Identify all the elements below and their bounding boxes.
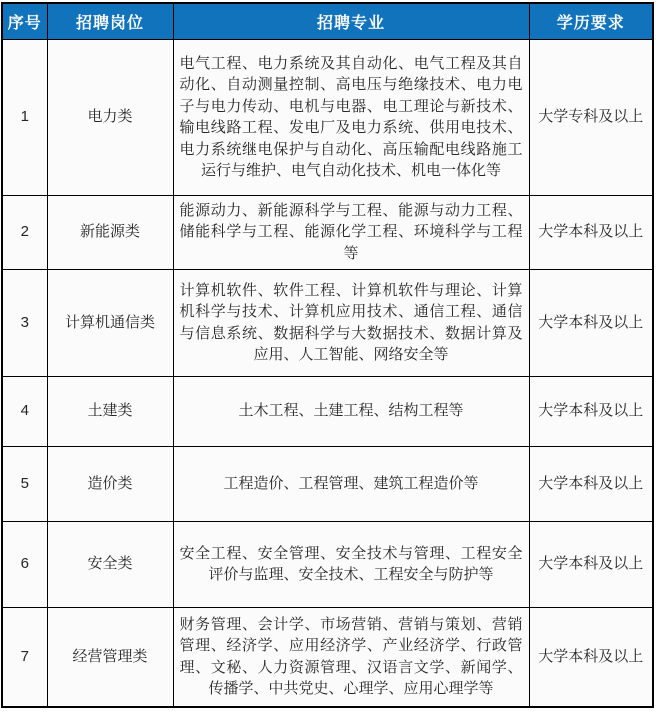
majors-cell: 土木工程、土建工程、结构工程等 xyxy=(173,376,529,446)
position-cell: 土建类 xyxy=(47,376,173,446)
column-header-majors: 招聘专业 xyxy=(173,3,529,39)
row-number: 5 xyxy=(2,446,47,521)
position-cell: 计算机通信类 xyxy=(47,269,173,376)
row-number: 2 xyxy=(2,195,47,269)
education-cell: 大学本科及以上 xyxy=(529,607,653,707)
row-number: 1 xyxy=(2,39,47,195)
education-cell: 大学本科及以上 xyxy=(529,521,653,607)
column-header-number: 序号 xyxy=(2,3,47,39)
position-cell: 安全类 xyxy=(47,521,173,607)
education-cell: 大学本科及以上 xyxy=(529,269,653,376)
majors-cell: 计算机软件、软件工程、计算机软件与理论、计算机科学与技术、计算机应用技术、通信工程、通信与信息系统、数据科学与大数据技术、数据计算及应用、人工智能、网络安全等 xyxy=(173,269,529,376)
position-cell: 造价类 xyxy=(47,446,173,521)
majors-cell: 能源动力、新能源科学与工程、能源与动力工程、储能科学与工程、能源化学工程、环境科学与工程等 xyxy=(173,195,529,269)
majors-cell: 工程造价、工程管理、建筑工程造价等 xyxy=(173,446,529,521)
table-row xyxy=(2,376,653,446)
row-number: 4 xyxy=(2,376,47,446)
position-cell: 电力类 xyxy=(47,39,173,195)
table-row xyxy=(2,607,653,707)
table-row xyxy=(2,521,653,607)
header-row xyxy=(2,3,653,39)
row-number: 3 xyxy=(2,269,47,376)
column-header-education: 学历要求 xyxy=(529,3,653,39)
position-cell: 新能源类 xyxy=(47,195,173,269)
table-row xyxy=(2,446,653,521)
table-row xyxy=(2,269,653,376)
majors-cell: 电气工程、电力系统及其自动化、电气工程及其自动化、自动测量控制、高电压与绝缘技术、电力电子与电力传动、电机与电器、电工理论与新技术、输电线路工程、发电厂及电力系统、供用电技术、电力系统继电保护与自动化、高压输配电线路施工运行与维护、电气自动化技术、机电一体化等 xyxy=(173,39,529,195)
column-header-position: 招聘岗位 xyxy=(47,3,173,39)
recruitment-table xyxy=(1,2,654,708)
row-number: 6 xyxy=(2,521,47,607)
row-number: 7 xyxy=(2,607,47,707)
position-cell: 经营管理类 xyxy=(47,607,173,707)
table-row xyxy=(2,195,653,269)
majors-cell: 财务管理、会计学、市场营销、营销与策划、营销管理、经济学、应用经济学、产业经济学、行政管理、文秘、人力资源管理、汉语言文学、新闻学、传播学、中共党史、心理学、应用心理学等 xyxy=(173,607,529,707)
education-cell: 大学本科及以上 xyxy=(529,446,653,521)
education-cell: 大学专科及以上 xyxy=(529,39,653,195)
education-cell: 大学本科及以上 xyxy=(529,195,653,269)
majors-cell: 安全工程、安全管理、安全技术与管理、工程安全评价与监理、安全技术、工程安全与防护等 xyxy=(173,521,529,607)
education-cell: 大学本科及以上 xyxy=(529,376,653,446)
table-row xyxy=(2,39,653,195)
